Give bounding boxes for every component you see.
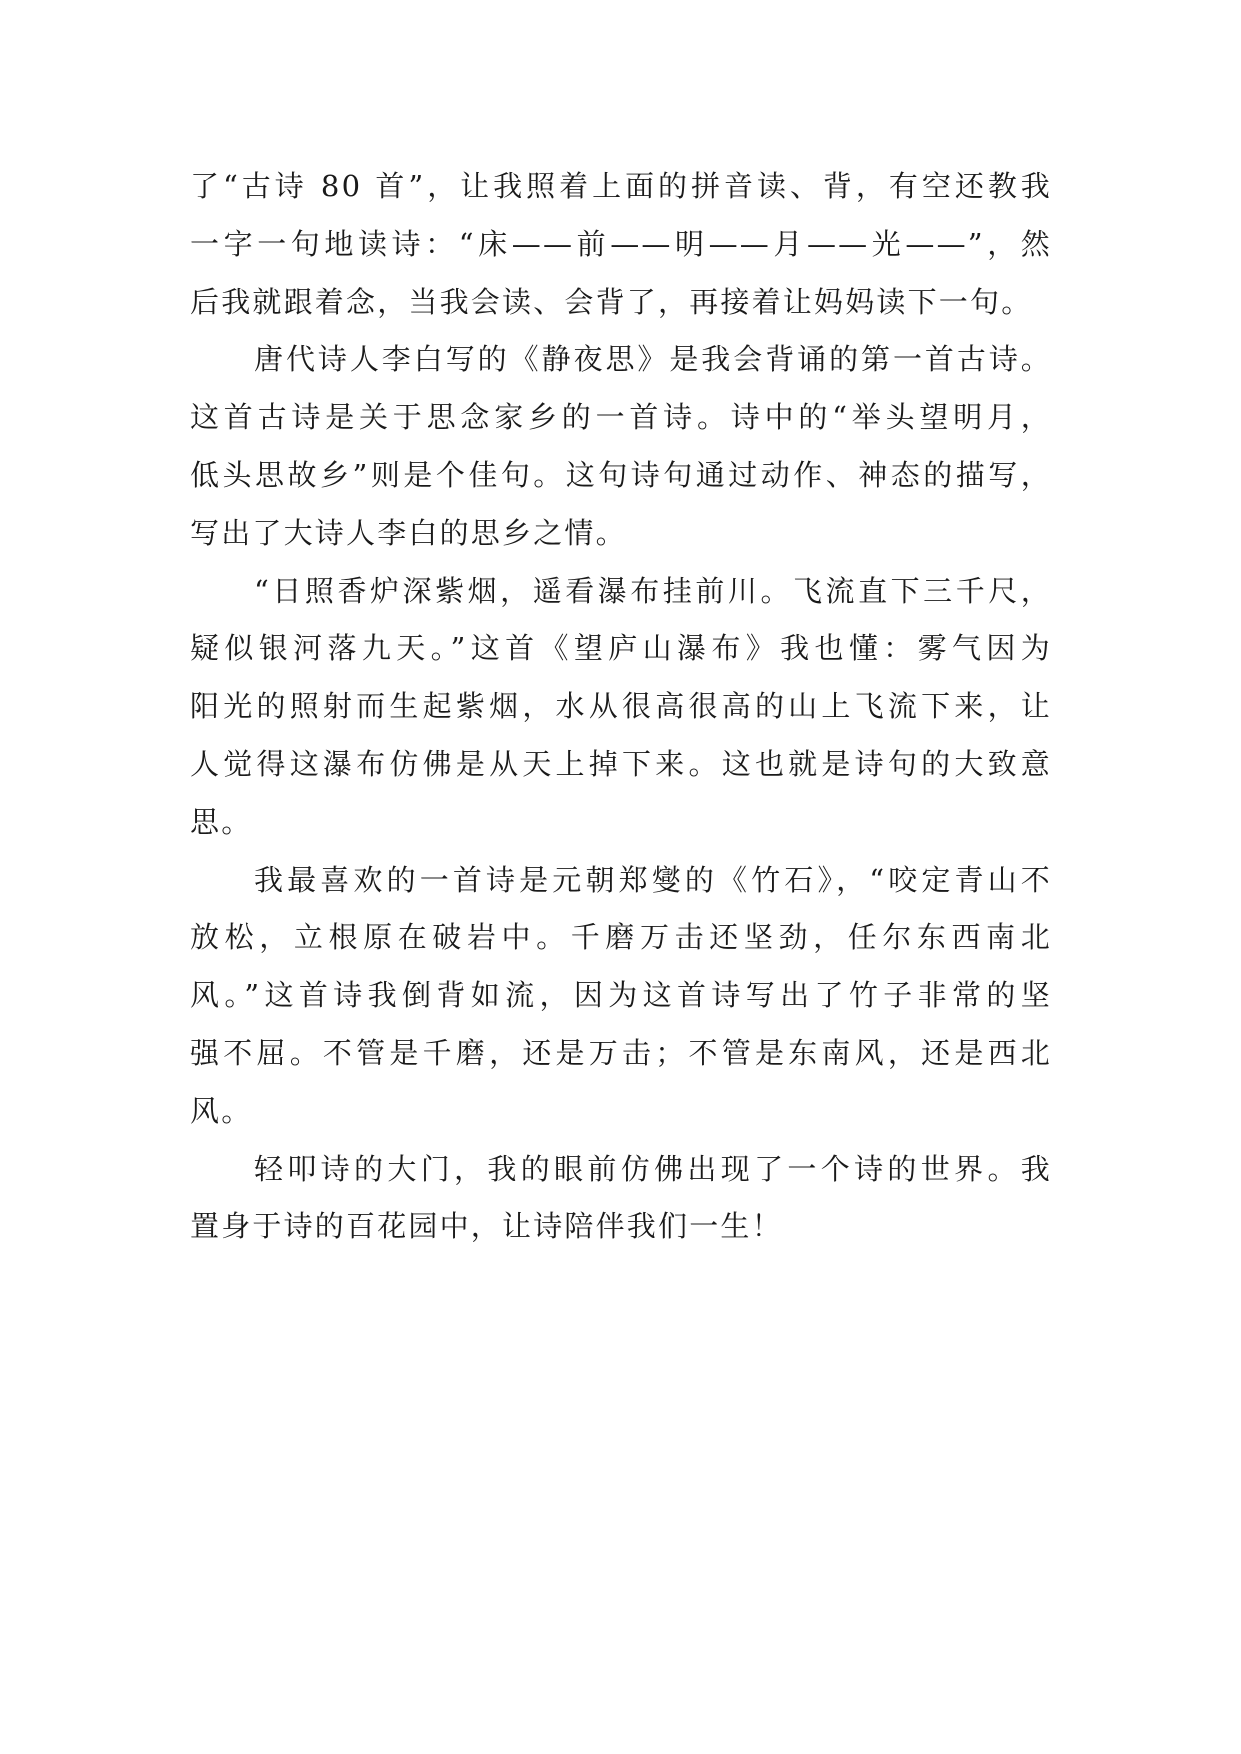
text-line: 这首古诗是关于思念家乡的一首诗。诗中的“举头望明月， [190, 400, 1052, 435]
text-line: 轻叩诗的大门，我的眼前仿佛出现了一个诗的世界。我 [254, 1151, 1052, 1186]
text-line: 置身于诗的百花园中，让诗陪伴我们一生！ [190, 1209, 783, 1244]
text-line: 风。 [190, 1093, 253, 1128]
body-text [190, 158, 1052, 1256]
text-line: 唐代诗人李白写的《静夜思》是我会背诵的第一首古诗。 [254, 342, 1052, 377]
paragraph-2 [190, 331, 1052, 562]
text-line: 风。”这首诗我倒背如流，因为这首诗写出了竹子非常的坚 [190, 978, 1052, 1013]
paragraph-5 [190, 1141, 1052, 1257]
paragraph-4 [190, 852, 1052, 1141]
text-line: 阳光的照射而生起紫烟，水从很高很高的山上飞流下来，让 [190, 689, 1052, 724]
text-line: 我最喜欢的一首诗是元朝郑燮的《竹石》，“咬定青山不 [254, 862, 1052, 897]
text-line: 放松，立根原在破岩中。千磨万击还坚劲，任尔东西南北 [190, 920, 1052, 955]
text-line: 了“古诗 80 首”，让我照着上面的拼音读、背，有空还教我 [190, 169, 1052, 203]
text-line: 思。 [190, 804, 253, 839]
text-line: 低头思故乡”则是个佳句。这句诗句通过动作、神态的描写， [190, 457, 1052, 492]
text-line: 人觉得这瀑布仿佛是从天上掉下来。这也就是诗句的大致意 [190, 746, 1052, 781]
text-line: 一字一句地读诗：“床——前——明——月——光——”，然 [190, 226, 1052, 261]
paragraph-3 [190, 563, 1052, 852]
text-line: 后我就跟着念，当我会读、会背了，再接着让妈妈读下一句。 [190, 284, 1033, 319]
text-line: 疑似银河落九天。”这首《望庐山瀑布》我也懂：雾气因为 [190, 631, 1052, 666]
text-line: 写出了大诗人李白的思乡之情。 [190, 515, 627, 550]
text-line: “日照香炉深紫烟，遥看瀑布挂前川。飞流直下三千尺， [254, 573, 1052, 608]
paragraph-1 [190, 158, 1052, 331]
text-line: 强不屈。不管是千磨，还是万击；不管是东南风，还是西北 [190, 1035, 1052, 1070]
